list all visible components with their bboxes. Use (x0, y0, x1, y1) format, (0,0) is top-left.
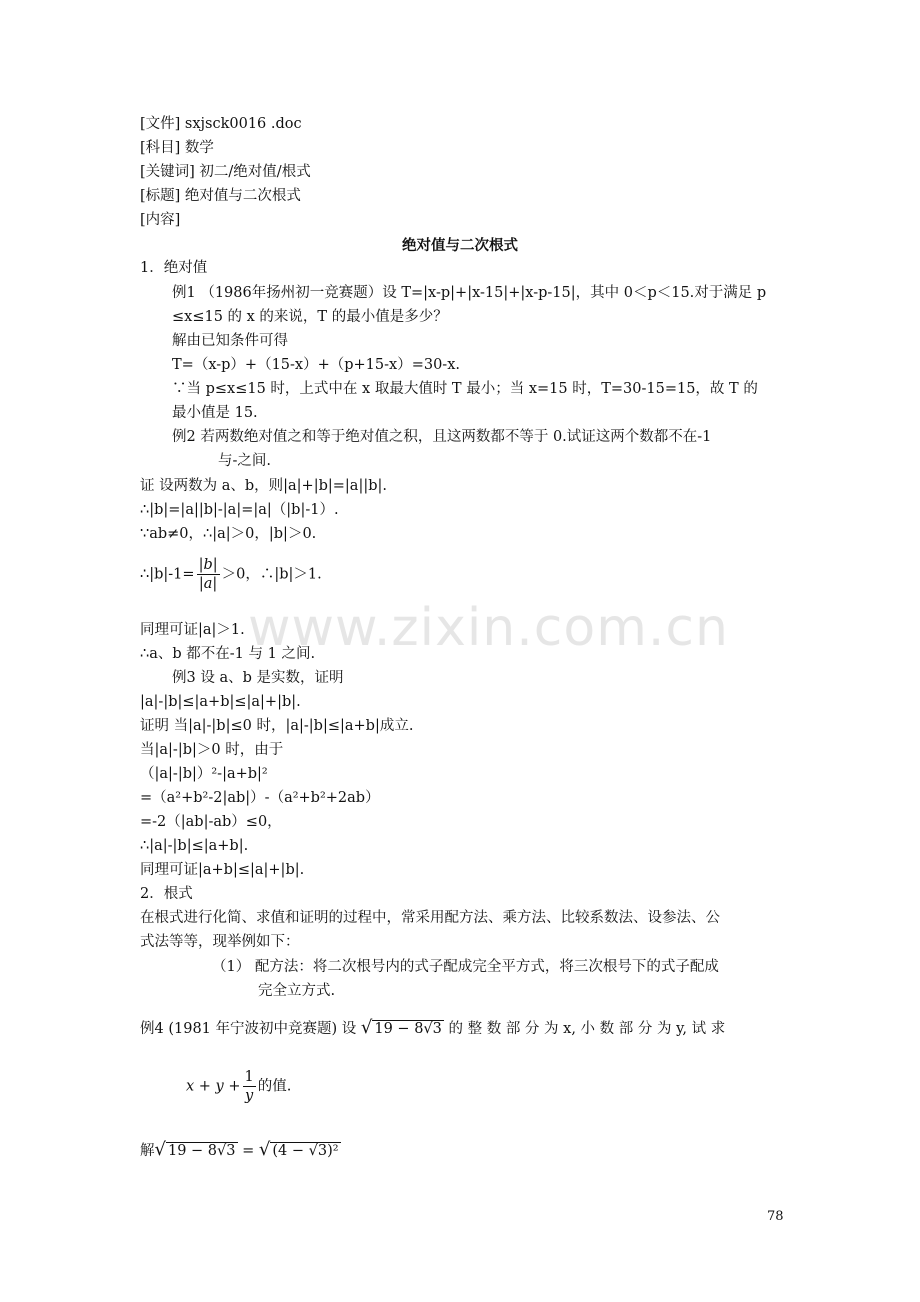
proof2-line6: ∴a、b 都不在-1 与 1 之间. (140, 646, 316, 662)
sol4-rhs-radical (259, 1140, 341, 1161)
proof3-line2: 当|a|-|b|＞0 时，由于 (140, 742, 284, 758)
eq1-numerator: |b| (198, 557, 218, 573)
proof2-line2: ∴|b|=|a||b|-|a|=|a|（|b|-1）. (140, 502, 339, 518)
method1-line1: （1） 配方法：将二次根号内的式子配成完全平方式，将三次根号下的式子配成 (212, 959, 719, 975)
proof2-line3: ∵ab≠0，∴|a|＞0，|b|＞0. (140, 526, 317, 542)
meta-keywords: [关键词] 初二/绝对值/根式 (140, 164, 311, 180)
section-heading-abs: 1．绝对值 (140, 260, 208, 276)
proof3-line1: 证明 当|a|-|b|≤0 时，|a|-|b|≤|a+b|成立. (140, 718, 414, 734)
sol4-prefix: 解 (140, 1143, 155, 1159)
ex4-expr-suffix: 的值. (257, 1078, 292, 1095)
ex4-expr-prefix: x + y + (186, 1078, 241, 1095)
sol4-rhs: (4 − √3)² (272, 1143, 339, 1159)
sol4-equals: = (242, 1143, 255, 1159)
sqrt-icon: √ (154, 1139, 166, 1160)
ex4-suffix: 的 整 数 部 分 为 x, 小 数 部 分 为 y, 试 求 (448, 1021, 726, 1037)
meta-subject: [科目] 数学 (140, 140, 214, 156)
sol4-lhs: 19 − 8√3 (167, 1143, 236, 1159)
eq1-fraction (197, 556, 220, 593)
ex4-fraction (243, 1068, 256, 1105)
watermark: www.zixin.com.cn (248, 598, 729, 658)
example4-line1 (140, 1018, 725, 1039)
eq1-prefix: ∴|b|-1= (140, 566, 195, 583)
example3-line2: |a|-|b|≤|a+b|≤|a|+|b|. (140, 694, 301, 710)
solution4-line1 (140, 1140, 341, 1161)
example4-line2 (186, 1068, 291, 1116)
example2-line1: 例2 若两数绝对值之和等于绝对值之积，且这两数都不等于 0.试证这两个数都不在-1 (172, 429, 712, 445)
proof2-line1: 证 设两数为 a、b，则|a|+|b|=|a||b|. (140, 478, 387, 494)
example1-line1: 例1 （1986年扬州初一竞赛题）设 T=|x-p|+|x-15|+|x-p-15|，其中 0＜p＜15.对于满足 p (172, 285, 767, 301)
proof3-line7: 同理可证|a+b|≤|a|+|b|. (140, 862, 305, 878)
proof3-line5: =-2（|ab|-ab）≤0， (140, 814, 282, 830)
solution1-line2: T=（x-p）+（15-x）+（p+15-x）=30-x. (172, 357, 460, 373)
section-heading-radical: 2．根式 (140, 886, 193, 902)
ex4-denominator: y (245, 1088, 254, 1104)
meta-file: [文件] sxjsck0016 .doc (140, 116, 302, 132)
meta-title: [标题] 绝对值与二次根式 (140, 188, 301, 204)
meta-content: [内容] (140, 212, 181, 228)
proof3-line3: （|a|-|b|）²-|a+b|² (140, 766, 268, 782)
proof2-fraction-line (140, 556, 322, 606)
ex4-radical (361, 1018, 444, 1039)
radical-intro-line1: 在根式进行化简、求值和证明的过程中，常采用配方法、乘方法、比较系数法、设参法、公 (140, 910, 720, 926)
page-number: 78 (767, 1209, 784, 1224)
ex4-prefix: 例4 (1981 年宁波初中竞赛题) 设 (140, 1021, 357, 1037)
solution1-line4: 最小值是 15. (172, 405, 258, 421)
proof2-line5: 同理可证|a|＞1. (140, 622, 245, 638)
example3-line1: 例3 设 a、b 是实数，证明 (172, 670, 344, 686)
proof3-line4: =（a²+b²-2|ab|）-（a²+b²+2ab） (140, 790, 380, 806)
example2-line2: 与-之间. (218, 453, 272, 469)
ex4-numerator: 1 (244, 1069, 254, 1085)
radical-intro-line2: 式法等等，现举例如下： (140, 934, 300, 950)
document-title: 绝对值与二次根式 (402, 238, 518, 254)
sqrt-icon: √ (258, 1139, 271, 1160)
method1-line2: 完全立方式. (258, 983, 336, 999)
solution1-line1: 解由已知条件可得 (172, 333, 288, 349)
solution1-line3: ∵当 p≤x≤15 时，上式中在 x 取最大值时 T 最小；当 x=15 时，T=30-15=15，故 T 的 (172, 381, 758, 397)
sqrt-icon: √ (360, 1017, 373, 1038)
eq1-suffix: ＞0，∴|b|＞1. (221, 566, 322, 583)
proof3-line6: ∴|a|-|b|≤|a+b|. (140, 838, 249, 854)
example1-line2: ≤x≤15 的 x 的来说，T 的最小值是多少？ (172, 309, 448, 325)
ex4-radicand: 19 − 8√3 (374, 1021, 442, 1037)
eq1-denominator: |a| (198, 576, 218, 592)
sol4-lhs-radical (155, 1140, 238, 1161)
